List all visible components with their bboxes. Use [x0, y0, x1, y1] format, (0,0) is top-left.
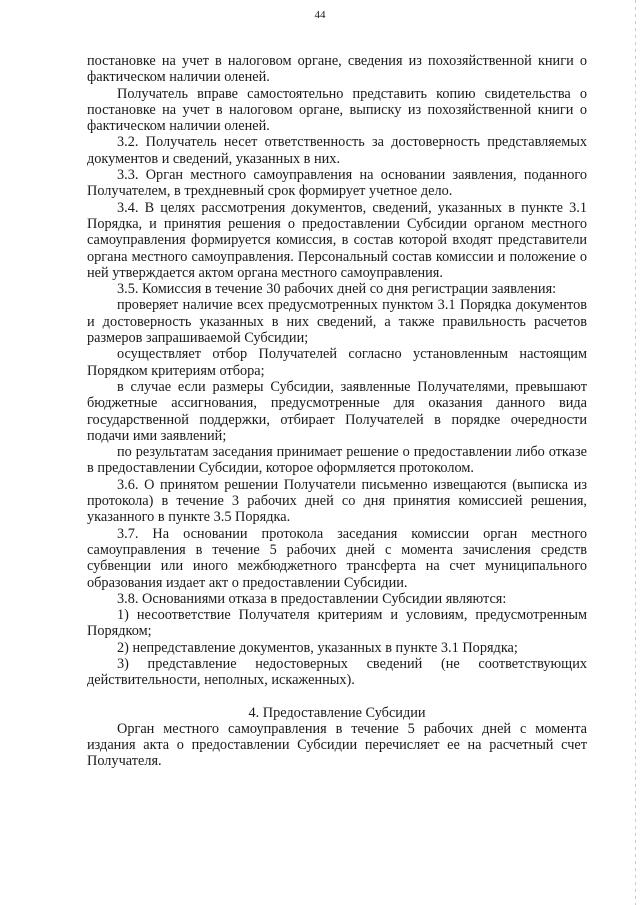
paragraph-3-5: 3.5. Комиссия в течение 30 рабочих дней со дня регистрации заявления:: [117, 281, 557, 298]
paragraph-3-5-decision: по результатам заседания принимает решение о предоставлении либо отказе в предоставлении Субсидии, которое оформляется протоколом.: [87, 444, 587, 477]
paragraph-3-8: 3.8. Основаниями отказа в предоставлении Субсидии являются:: [117, 590, 507, 607]
paragraph-3-3: 3.3. Орган местного самоуправления на основании заявления, поданного Получателем, в трехдневный срок формирует учетное дело.: [87, 167, 587, 200]
scan-edge-line: [635, 0, 636, 905]
paragraph-3-5-check: проверяет наличие всех предусмотренных пунктом 3.1 Порядка документов и достоверность указанных в них сведений, а также правильность расчетов размеров запрашиваемой Субсидии;: [87, 297, 587, 347]
paragraph-3-6: 3.6. О принятом решении Получатели письменно извещаются (выписка из протокола) в течение 3 рабочих дней со дня принятия комиссией решения, указанного в пункте 3.5 Порядка.: [87, 476, 587, 526]
paragraph-continuation: постановке на учет в налоговом органе, сведения из похозяйственной книги о фактическом наличии оленей.: [87, 53, 587, 86]
section-4-title: 4. Предоставление Субсидии: [248, 704, 426, 721]
paragraph-refusal-1: 1) несоответствие Получателя критериям и условиям, предусмотренным Порядком;: [87, 607, 587, 640]
paragraph-3-5-queue: в случае если размеры Субсидии, заявленные Получателями, превышают бюджетные ассигнования, предусмотренные для оказания данного вида государственной поддержки, отбирает Получателей в порядке очередности подачи ими заявлений;: [87, 378, 587, 444]
paragraph-3-5-selection: осуществляет отбор Получателей согласно установленным настоящим Порядком критериям отбора;: [87, 346, 587, 379]
paragraph-3-2: 3.2. Получатель несет ответственность за достоверность представляемых документов и сведений, указанных в них.: [87, 134, 587, 167]
paragraph-certificate-copy: Получатель вправе самостоятельно представить копию свидетельства о постановке на учет в налоговом органе, выписку из похозяйственной книги о фактическом наличии оленей.: [87, 85, 587, 135]
document-body: [87, 53, 587, 770]
paragraph-section-4: Орган местного самоуправления в течение 5 рабочих дней с момента издания акта о предоставлении Субсидии перечисляет ее на расчетный счет Получателя.: [87, 720, 587, 770]
paragraph-3-7: 3.7. На основании протокола заседания комиссии орган местного самоуправления в течение 5 рабочих дней с момента зачисления средств субвенции или иного межбюджетного трансферта на счет муниципального образования издает акт о предоставлении Субсидии.: [87, 525, 587, 591]
paragraph-refusal-3: 3) представление недостоверных сведений (не соответствующих действительности, неполных, искаженных).: [87, 655, 587, 689]
paragraph-refusal-2: 2) непредставление документов, указанных в пункте 3.1 Порядка;: [117, 639, 518, 656]
page-number: 44: [314, 9, 326, 21]
paragraph-3-4: 3.4. В целях рассмотрения документов, сведений, указанных в пункте 3.1 Порядка, и принятия решения о предоставлении Субсидии органом местного самоуправления формируется комиссия, в состав которой входят представители органа местного самоуправления. Персональный состав комиссии и положение о ней утверждается актом органа местного самоуправления.: [87, 199, 587, 281]
